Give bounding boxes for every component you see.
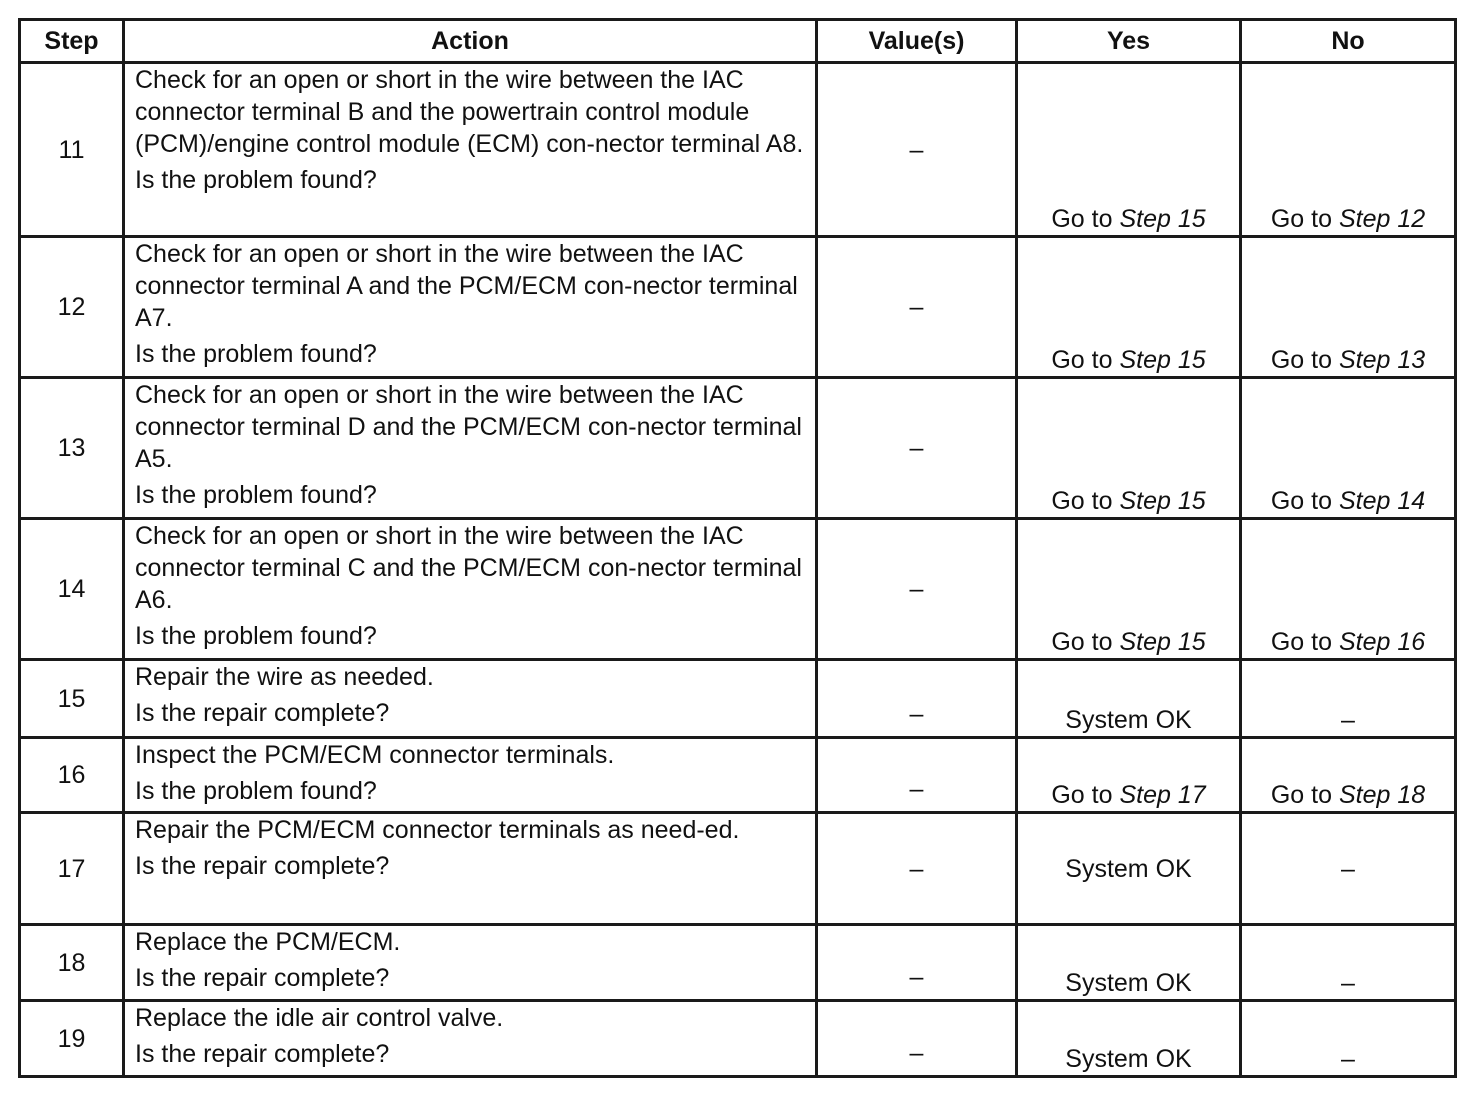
value-cell: – bbox=[817, 813, 1017, 925]
yes-cell bbox=[1017, 519, 1241, 660]
action-text: Repair the PCM/ECM connector terminals as need-ed. bbox=[135, 816, 740, 844]
step-number: 19 bbox=[20, 1001, 124, 1077]
step-number: 16 bbox=[20, 738, 124, 813]
action-text: Repair the wire as needed. bbox=[135, 663, 434, 691]
action-question: Is the repair complete? bbox=[135, 964, 390, 992]
step-number: 13 bbox=[20, 378, 124, 519]
yes-step-link[interactable]: Step 15 bbox=[1119, 628, 1206, 656]
step-number: 12 bbox=[20, 237, 124, 378]
action-cell bbox=[124, 925, 817, 1001]
table-row bbox=[20, 738, 1456, 813]
action-cell bbox=[124, 1001, 817, 1077]
header-no: No bbox=[1241, 20, 1456, 63]
action-cell bbox=[124, 378, 817, 519]
action-question: Is the repair complete? bbox=[135, 852, 390, 880]
no-prefix: Go to bbox=[1270, 487, 1339, 515]
yes-step-link[interactable]: Step 15 bbox=[1119, 205, 1206, 233]
action-question: Is the repair complete? bbox=[135, 1040, 390, 1068]
action-question: Is the problem found? bbox=[135, 166, 377, 194]
table-row bbox=[20, 519, 1456, 660]
yes-cell: System OK bbox=[1017, 1001, 1241, 1077]
value-cell: – bbox=[817, 63, 1017, 237]
value-cell: – bbox=[817, 738, 1017, 813]
action-cell bbox=[124, 519, 817, 660]
action-question: Is the problem found? bbox=[135, 777, 377, 805]
no-cell bbox=[1241, 738, 1456, 813]
no-cell bbox=[1241, 237, 1456, 378]
value-cell: – bbox=[817, 237, 1017, 378]
step-number: 17 bbox=[20, 813, 124, 925]
no-prefix: Go to bbox=[1270, 781, 1339, 809]
no-step-link[interactable]: Step 18 bbox=[1338, 781, 1426, 809]
action-text: Replace the idle air control valve. bbox=[135, 1004, 504, 1032]
action-text: Check for an open or short in the wire between the IAC connector terminal C and the PCM/ECM con-nector terminal A6. bbox=[135, 522, 802, 614]
action-cell bbox=[124, 237, 817, 378]
value-cell: – bbox=[817, 519, 1017, 660]
table-row bbox=[20, 660, 1456, 738]
table-row bbox=[20, 237, 1456, 378]
yes-step-link[interactable]: Step 15 bbox=[1119, 487, 1206, 515]
yes-step-link[interactable]: Step 17 bbox=[1119, 781, 1206, 809]
yes-cell bbox=[1017, 237, 1241, 378]
no-cell: – bbox=[1241, 660, 1456, 738]
no-step-link[interactable]: Step 13 bbox=[1338, 346, 1426, 374]
no-cell bbox=[1241, 63, 1456, 237]
yes-cell: System OK bbox=[1017, 925, 1241, 1001]
no-cell bbox=[1241, 378, 1456, 519]
yes-cell: System OK bbox=[1017, 813, 1241, 925]
value-cell: – bbox=[817, 1001, 1017, 1077]
yes-prefix: Go to bbox=[1051, 346, 1120, 374]
table-row bbox=[20, 925, 1456, 1001]
action-text: Replace the PCM/ECM. bbox=[135, 928, 401, 956]
action-cell bbox=[124, 63, 817, 237]
no-prefix: Go to bbox=[1270, 346, 1339, 374]
table-row bbox=[20, 378, 1456, 519]
action-question: Is the problem found? bbox=[135, 622, 377, 650]
no-prefix: Go to bbox=[1270, 205, 1339, 233]
action-text: Check for an open or short in the wire between the IAC connector terminal D and the PCM/ECM con-nector terminal A5. bbox=[135, 381, 802, 473]
yes-prefix: Go to bbox=[1051, 205, 1120, 233]
action-cell bbox=[124, 813, 817, 925]
action-cell bbox=[124, 660, 817, 738]
table-row bbox=[20, 63, 1456, 237]
no-step-link[interactable]: Step 12 bbox=[1338, 205, 1426, 233]
action-cell bbox=[124, 738, 817, 813]
yes-cell: System OK bbox=[1017, 660, 1241, 738]
no-prefix: Go to bbox=[1270, 628, 1339, 656]
yes-prefix: Go to bbox=[1051, 781, 1120, 809]
step-number: 11 bbox=[20, 63, 124, 237]
action-text: Inspect the PCM/ECM connector terminals. bbox=[135, 741, 615, 769]
table-row bbox=[20, 1001, 1456, 1077]
header-yes: Yes bbox=[1017, 20, 1241, 63]
step-number: 15 bbox=[20, 660, 124, 738]
yes-cell bbox=[1017, 378, 1241, 519]
value-cell: – bbox=[817, 925, 1017, 1001]
step-number: 14 bbox=[20, 519, 124, 660]
header-action: Action bbox=[124, 20, 817, 63]
no-step-link[interactable]: Step 16 bbox=[1338, 628, 1426, 656]
no-cell bbox=[1241, 519, 1456, 660]
header-step: Step bbox=[20, 20, 124, 63]
no-cell: – bbox=[1241, 1001, 1456, 1077]
yes-prefix: Go to bbox=[1051, 487, 1120, 515]
no-cell: – bbox=[1241, 925, 1456, 1001]
no-cell: – bbox=[1241, 813, 1456, 925]
action-text: Check for an open or short in the wire between the IAC connector terminal A and the PCM/ECM con-nector terminal A7. bbox=[135, 240, 798, 332]
yes-cell bbox=[1017, 738, 1241, 813]
header-row bbox=[20, 20, 1456, 63]
yes-prefix: Go to bbox=[1051, 628, 1120, 656]
action-question: Is the problem found? bbox=[135, 481, 377, 509]
diagnostic-table bbox=[18, 18, 1457, 1078]
yes-step-link[interactable]: Step 15 bbox=[1119, 346, 1206, 374]
yes-cell bbox=[1017, 63, 1241, 237]
step-number: 18 bbox=[20, 925, 124, 1001]
value-cell: – bbox=[817, 378, 1017, 519]
action-text: Check for an open or short in the wire between the IAC connector terminal B and the powertrain control module (PCM)/engine control module (ECM) con-nector terminal A8. bbox=[135, 66, 804, 158]
header-values: Value(s) bbox=[817, 20, 1017, 63]
no-step-link[interactable]: Step 14 bbox=[1338, 487, 1426, 515]
action-question: Is the repair complete? bbox=[135, 699, 390, 727]
action-question: Is the problem found? bbox=[135, 340, 377, 368]
table-row bbox=[20, 813, 1456, 925]
value-cell: – bbox=[817, 660, 1017, 738]
